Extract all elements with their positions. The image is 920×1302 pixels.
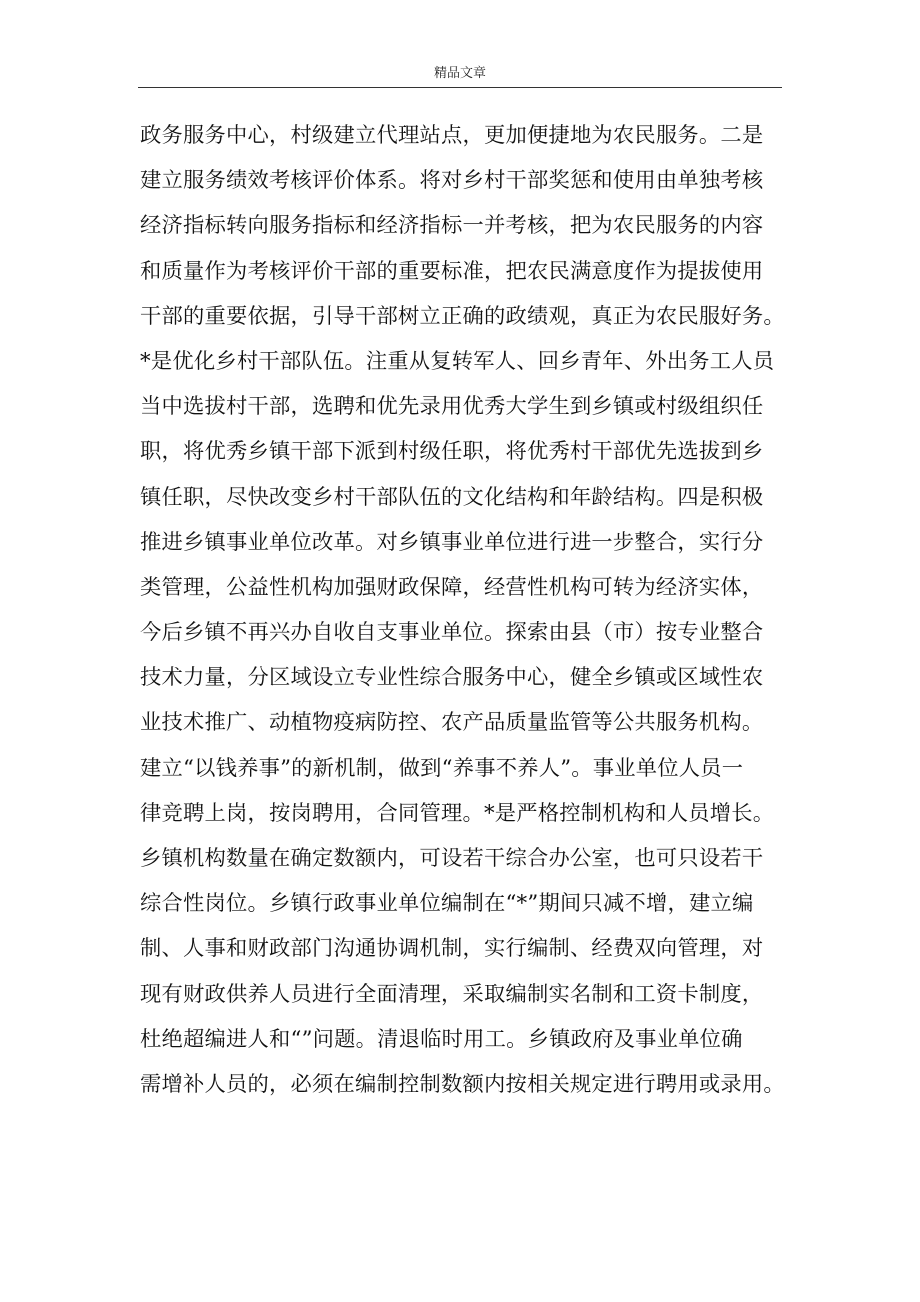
text-line: 建立“以钱养事”的新机制，做到“养事不养人”。事业单位人员一 bbox=[140, 755, 744, 781]
text-line: 需增补人员的，必须在编制控制数额内按相关规定进行聘用或录用。 bbox=[140, 1071, 785, 1097]
text-line: 干部的重要依据，引导干部树立正确的政绩观，真正为农民服好务。 bbox=[140, 303, 785, 329]
text-line: 现有财政供养人员进行全面清理，采取编制实名制和工资卡制度， bbox=[140, 981, 764, 1007]
text-line: 业技术推广、动植物疫病防控、农产品质量监管等公共服务机构。 bbox=[140, 710, 764, 736]
header-divider bbox=[138, 87, 782, 88]
text-line: 推进乡镇事业单位改革。对乡镇事业单位进行进一步整合，实行分 bbox=[140, 529, 764, 555]
document-body bbox=[140, 118, 800, 1112]
text-line: 综合性岗位。乡镇行政事业单位编制在“*”期间只减不增，建立编 bbox=[140, 891, 754, 917]
text-line: 建立服务绩效考核评价体系。将对乡村干部奖惩和使用由单独考核 bbox=[140, 168, 764, 194]
page-header-title: 精品文章 bbox=[433, 66, 486, 81]
text-line: 类管理，公益性机构加强财政保障，经营性机构可转为经济实体， bbox=[140, 574, 764, 600]
text-line: 今后乡镇不再兴办自收自支事业单位。探索由县（市）按专业整合 bbox=[140, 620, 764, 646]
text-line: 镇任职，尽快改变乡村干部队伍的文化结构和年龄结构。四是积极 bbox=[140, 484, 764, 510]
text-line: 杜绝超编进人和“”问题。清退临时用工。乡镇政府及事业单位确 bbox=[140, 1026, 743, 1052]
text-line: 制、人事和财政部门沟通协调机制，实行编制、经费双向管理，对 bbox=[140, 936, 764, 962]
text-line: 职，将优秀乡镇干部下派到村级任职，将优秀村干部优先选拔到乡 bbox=[140, 439, 764, 465]
text-line: 当中选拔村干部，选聘和优先录用优秀大学生到乡镇或村级组织任 bbox=[140, 394, 764, 420]
text-line: 和质量作为考核评价干部的重要标准，把农民满意度作为提拔使用 bbox=[140, 258, 764, 284]
text-line: 乡镇机构数量在确定数额内，可设若干综合办公室，也可只设若干 bbox=[140, 846, 764, 871]
text-line: *是优化乡村干部队伍。注重从复转军人、回乡青年、外出务工人员 bbox=[140, 348, 775, 374]
text-line: 技术力量，分区域设立专业性综合服务中心，健全乡镇或区域性农 bbox=[140, 665, 764, 691]
text-line: 经济指标转向服务指标和经济指标一并考核，把为农民服务的内容 bbox=[140, 213, 764, 239]
text-line: 律竞聘上岗，按岗聘用，合同管理。*是严格控制机构和人员增长。 bbox=[140, 800, 775, 826]
text-line: 政务服务中心，村级建立代理站点，更加便捷地为农民服务。二是 bbox=[140, 123, 764, 148]
